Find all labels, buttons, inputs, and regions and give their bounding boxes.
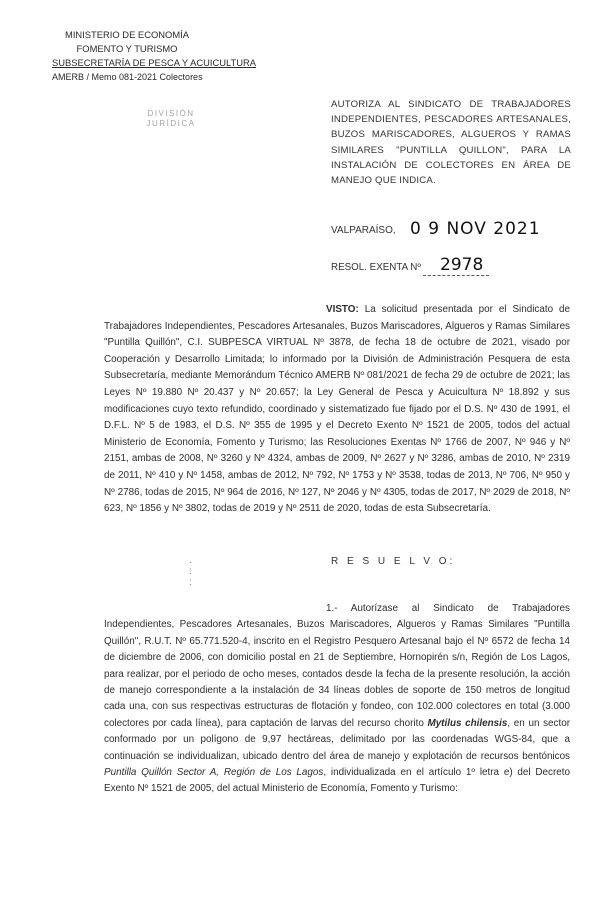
article-1-mid: , en un sector conformado por un polígono de 9,97 hectáreas, delimitado por las coordenadas WGS-84, que a continuación se individualizan, ubicado dentro del área de manejo y explotación de recursos bentónicos: [104, 717, 570, 762]
resolution-number-underline: [423, 275, 489, 276]
stamp-line-1: DIVISIÓN: [147, 109, 195, 118]
ministry-line: MINISTERIO DE ECONOMÍA: [65, 29, 189, 40]
visto-label: VISTO:: [326, 304, 359, 315]
place: VALPARAÍSO,: [331, 225, 396, 236]
visto-paragraph: [104, 302, 570, 518]
article-1-paragraph: [104, 601, 570, 798]
species-name: Mytilus chilensis: [427, 717, 508, 729]
stamped-date: 0 9 NOV 2021: [410, 219, 541, 239]
article-1-lead: 1.- Autorízase al Sindicato de Trabajadores Independientes, Pescadores Artesanales, Buzos Mariscadores, Algueros y Ramas Similares "Puntilla Quillón", R.U.T. Nº 65.771.520-4, inscrito en el Registro Pesquero Artesanal bajo el Nº 6572 de fecha 14 de diciembre de 2006, con domicilio postal en 21 de Septiembre, Hornopirén s/n, Región de Los Lagos, para realizar, por el periodo de ocho meses, contados desde la fecha de la presente resolución, la acción de manejo correspondiente a la instalación de 34 líneas dobles de soporte de 150 metros de longitud cada una, con sus respectivas estructuras de flotación y fondeo, con 102.000 colectores en total (3.000 colectores por cada línea), para captación de larvas del recurso chorito: [104, 603, 570, 729]
management-area-name: Puntilla Quillón Sector A, Región de Los Lagos: [104, 767, 324, 779]
resuelvo-heading: R E S U E L V O:: [331, 556, 456, 567]
letterhead: [52, 28, 257, 84]
division-juridica-stamp: [127, 98, 215, 140]
article-1-tail: , individualizada en el artículo 1º letra e) del Decreto Exento Nº 1521 de 2005, del actual Ministerio de Economía, Fomento y Turismo:: [104, 767, 570, 795]
visto-text: La solicitud presentada por el Sindicato de Trabajadores Independientes, Pescadores Artesanales, Buzos Mariscadores, Algueros y Ramas Similares "Puntilla Quillón", C.I. SUBPESCA VIRTUAL Nº 3878, de fecha 18 de octubre de 2021, visado por Cooperación y Desarrollo Limitada; lo informado por la División de Administración Pesquera de esta Subsecretaría, mediante Memorándum Técnico AMERB Nº 081/2021 de fecha 29 de octubre de 2021; las Leyes Nº 19.880 Nº 20.437 y Nº 20.657; la Ley General de Pesca y Acuicultura Nº 18.892 y sus modificaciones cuyo texto refundido, coordinado y sistematizado fue fijado por el D.S. Nº 430 de 1991, el D.F.L. Nº 5 de 1983, el D.S. Nº 355 de 1995 y el Decreto Exento Nº 1521 de 2005, todos del actual Ministerio de Economía, Fomento y Turismo; las Resoluciones Exentas Nº 1766 de 2007, Nº 946 y Nº 2151, ambas de 2008, Nº 3260 y Nº 4324, ambas de 2009, Nº 2627 y Nº 3286, ambas de 2010, Nº 2319 de 2011, Nº 410 y Nº 1458, ambas de 2012, Nº 792, Nº 1753 y Nº 3538, todas de 2013, Nº 706, Nº 950 y Nº 2786, todas de 2015, Nº 964 de 2016, Nº 127, Nº 2046 y Nº 4305, todas de 2017, Nº 2029 de 2018, Nº 623, Nº 1856 y Nº 3802, todas de 2019 y Nº 2511 de 2020, todas de esta Subsecretaría.: [104, 304, 570, 515]
margin-dots: . : :: [189, 555, 192, 588]
resolution-label: RESOL. EXENTA Nº: [331, 262, 421, 273]
resolution-number: 2978: [440, 255, 484, 275]
memo-reference: AMERB / Memo 081-2021 Colectores: [52, 72, 203, 82]
stamp-line-2: JURÍDICA: [146, 119, 196, 128]
subsecretaria-line: SUBSECRETARÍA DE PESCA Y ACUICULTURA: [52, 57, 257, 68]
ministry-line-2: FOMENTO Y TURISMO: [76, 43, 178, 54]
resolution-title: AUTORIZA AL SINDICATO DE TRABAJADORES INDEPENDIENTES, PESCADORES ARTESANALES, BUZOS MARISCADORES, ALGUEROS Y RAMAS SIMILARES "PUNTILLA QUILLON", PARA LA INSTALACIÓN DE COLECTORES EN ÁREA DE MANEJO QUE INDICA.: [331, 99, 571, 187]
